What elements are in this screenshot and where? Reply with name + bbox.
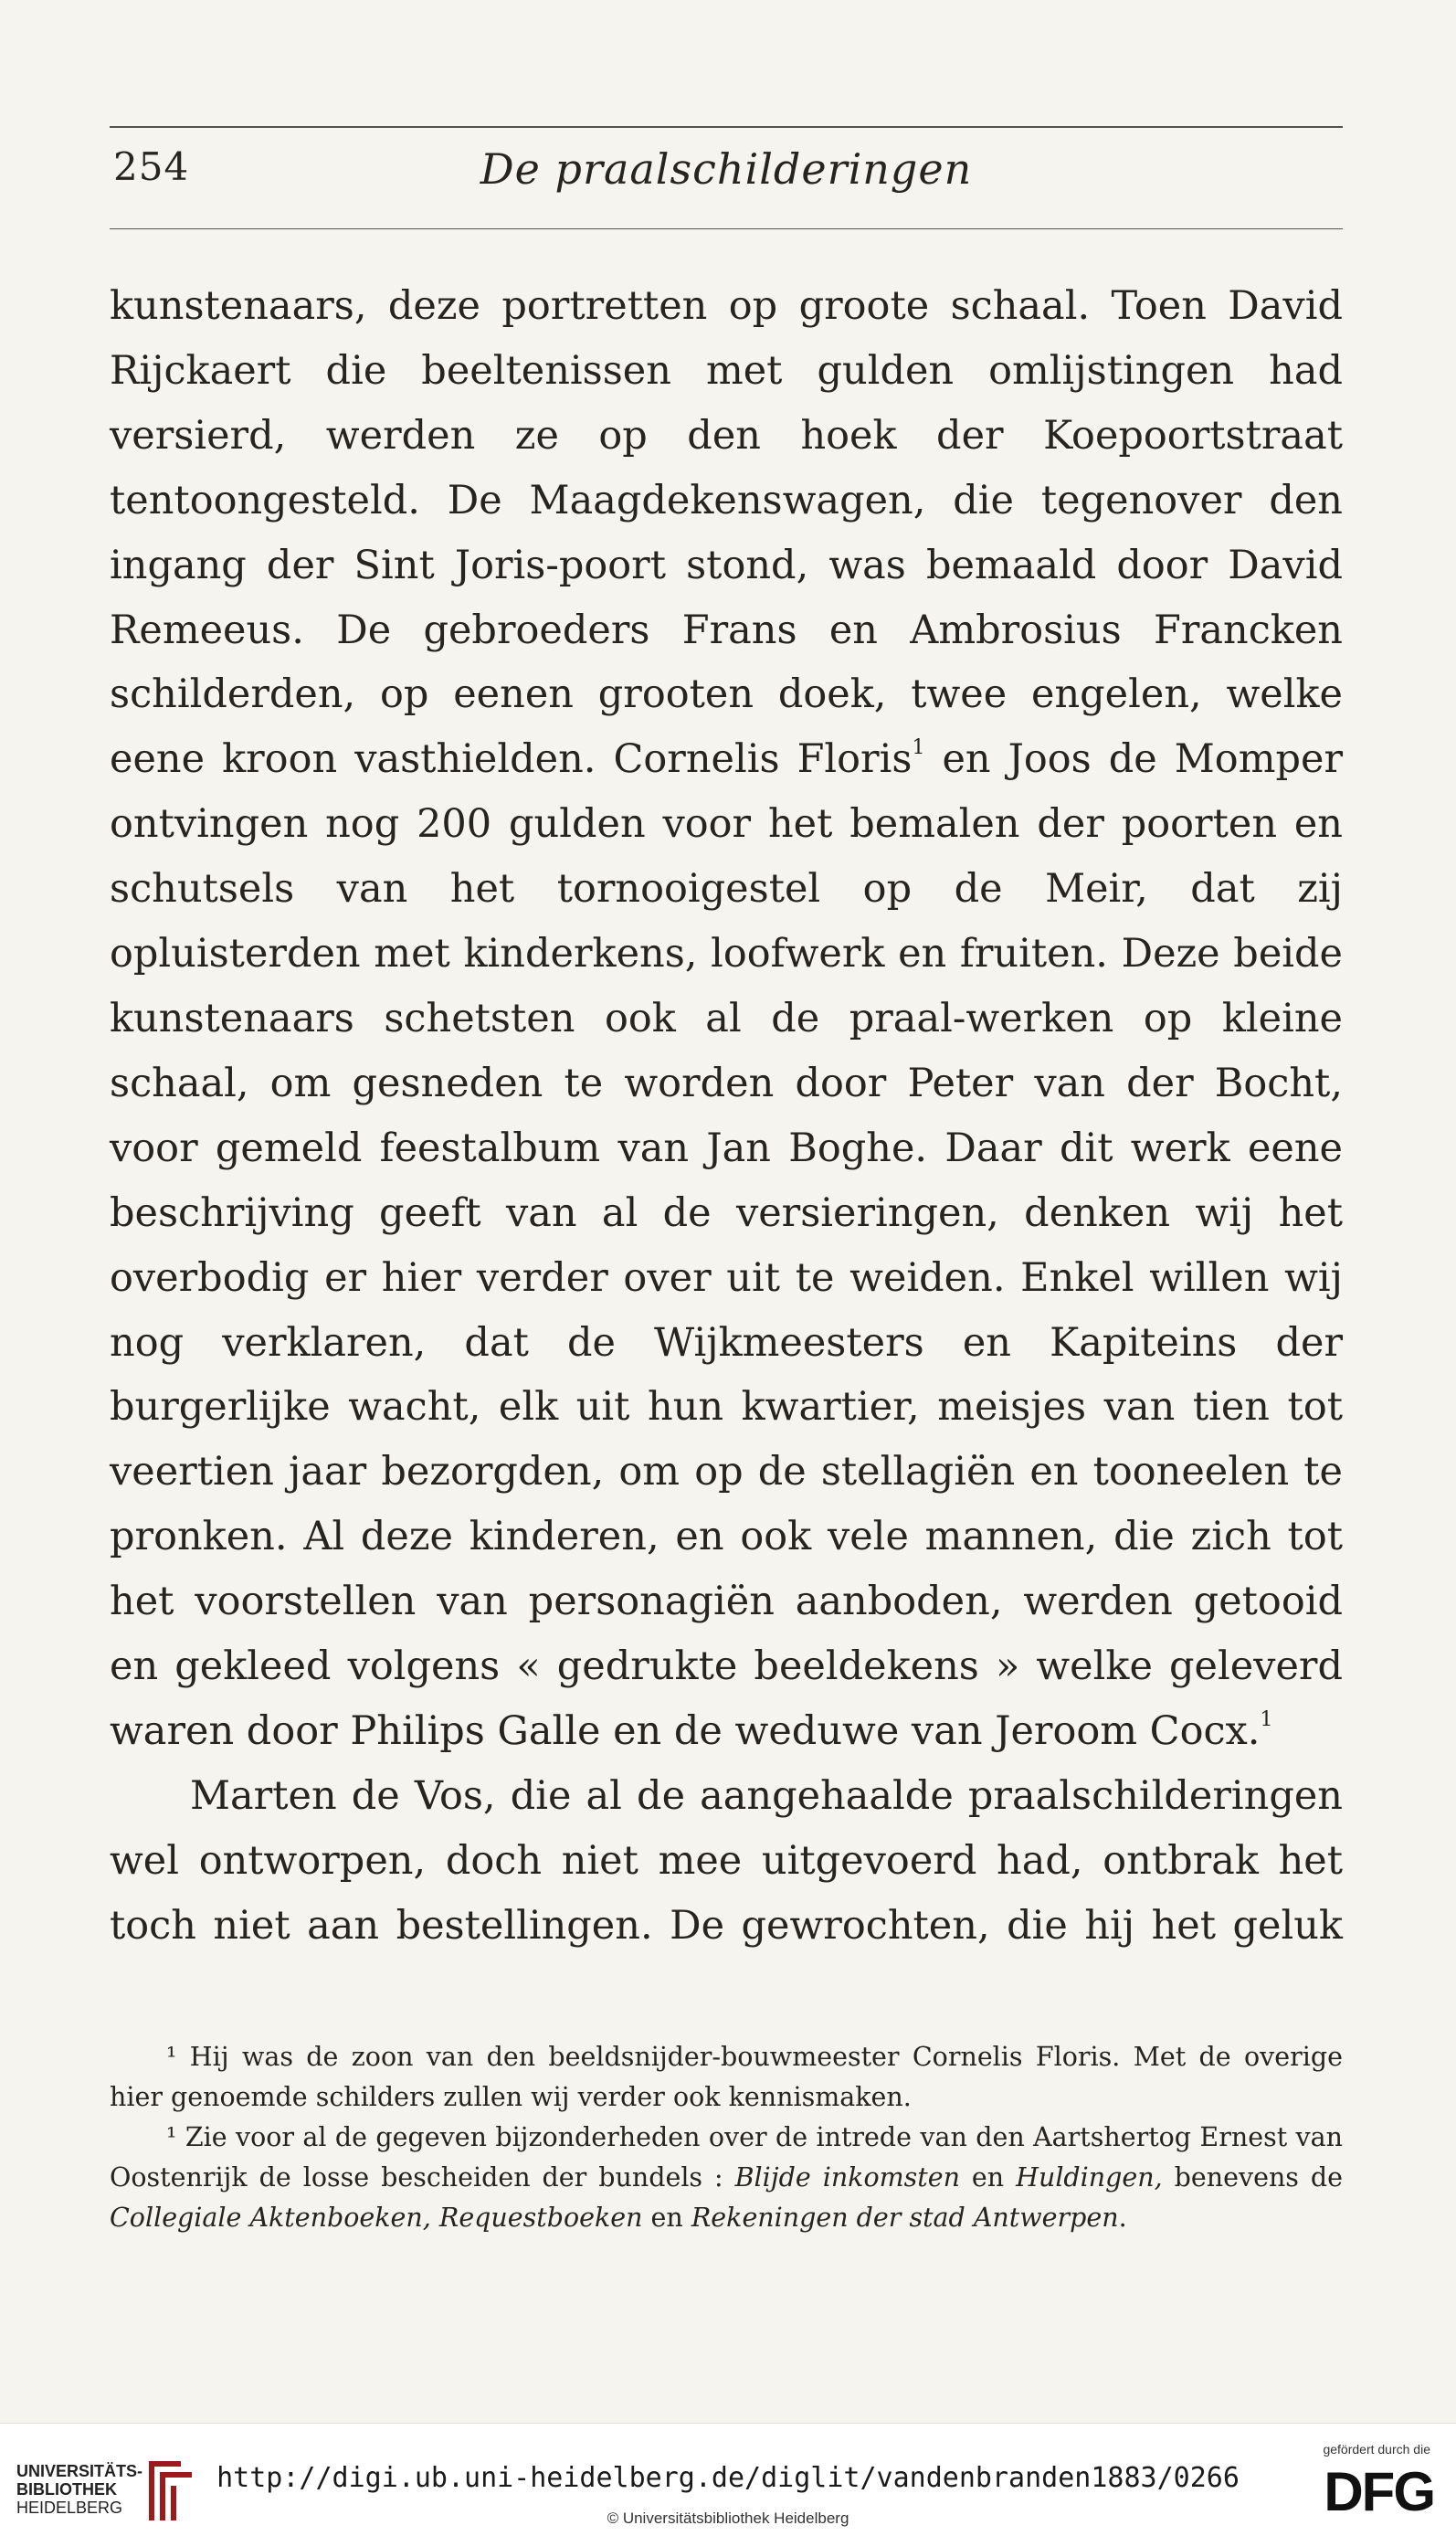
header-bottom-rule	[110, 228, 1343, 229]
library-line-3: HEIDELBERG	[16, 2499, 123, 2517]
footnote-2-title-c: Collegiale Aktenboeken, Requestboeken	[110, 2203, 643, 2233]
footnote-2-title-a: Blijde inkomsten	[734, 2162, 960, 2193]
copyright-notice: © Universitätsbibliothek Heidelberg	[607, 2510, 849, 2527]
footnote-2-text-a: Zie voor al de gegeven bijzonderheden over de intrede van den Aartshertog Ernest van Oostenrijk de losse bescheiden der bundels :	[110, 2122, 1343, 2193]
paragraph-1-part-1: kunstenaars, deze portretten op groote schaal. Toen David Rijckaert die beeltenissen met gulden omlijstingen had versierd, werden ze op den hoek der Koepoortstraat tentoongesteld. De Maagdekenswagen, die tegenover den ingang der Sint Joris-poort stond, was bemaald door David Remeeus. De gebroeders Frans en Ambrosius Francken schilderden, op eenen grooten doek, twee engelen, welke eene kroon vasthielden. Cornelis Floris	[110, 283, 1343, 783]
footnote-2-text-c: benevens de	[1162, 2162, 1344, 2193]
footnote-2-title-b: Huldingen,	[1016, 2162, 1163, 2193]
digitization-footer	[0, 2423, 1456, 2536]
paragraph-2: Marten de Vos, die al de aangehaalde praalschilderingen wel ontworpen, doch niet mee uitgevoerd had, ontbrak het toch niet aan bestellingen. De gewrochten, die hij het geluk	[110, 1772, 1343, 1949]
permalink-url[interactable]: http://digi.ub.uni-heidelberg.de/diglit/vandenbranden1883/0266	[216, 2462, 1240, 2494]
footnote-1-text: Hij was de zoon van den beeldsnijder-bouwmeester Cornelis Floris. Met de overige hier genoemde schilders zullen wij verder ook kennismaken.	[110, 2042, 1343, 2112]
footnotes	[110, 2037, 1343, 2238]
body-text	[110, 274, 1343, 1959]
footnote-2	[110, 2118, 1343, 2238]
footnote-ref-2: 1	[1260, 1707, 1273, 1731]
library-line-1: UNIVERSITÄTS-	[16, 2462, 143, 2480]
footnote-1-marker: ¹	[166, 2042, 177, 2072]
paragraph-1	[110, 274, 1343, 1764]
library-line-2: BIBLIOTHEK	[16, 2480, 117, 2499]
paragraph-1-part-2: en Joos de Momper ontvingen nog 200 gulden voor het bemalen der poorten en schutsels van het tornooigestel op de Meir, dat zij opluisterden met kinderkens, loofwerk en fruiten. Deze beide kunstenaars schetsten ook al de praal-werken op kleine schaal, om gesneden te worden door Peter van der Bocht, voor gemeld feestalbum van Jan Boghe. Daar dit werk eene beschrijving geeft van al de versieringen, denken wij het overbodig er hier verder over uit te weiden. Enkel willen wij nog verklaren, dat de Wijkmeesters en Kapiteins der burgerlijke wacht, elk uit hun kwartier, meisjes van tien tot veertien jaar bezorgden, om op de stellagiën en tooneelen te pronken. Al deze kinderen, en ook vele mannen, die zich tot het voorstellen van personagiën aanboden, werden getooid en gekleed volgens « gedrukte beeldekens » welke geleverd waren door Philips Galle en de weduwe van Jeroom Cocx.	[110, 736, 1343, 1754]
footnote-2-marker: ¹	[166, 2122, 177, 2152]
funding-note: gefördert durch die	[1323, 2442, 1430, 2457]
footnote-2-text-e: .	[1118, 2203, 1127, 2233]
footnote-2-text-b: en	[959, 2162, 1017, 2193]
footnote-2-title-d: Rekeningen der stad Antwerpen	[691, 2203, 1119, 2233]
footnote-ref-1: 1	[912, 736, 925, 760]
footnote-1	[110, 2037, 1343, 2118]
page-number: 254	[113, 144, 190, 189]
running-header	[110, 137, 1343, 210]
footnote-2-text-d: en	[642, 2203, 691, 2233]
dfg-logo: DFG	[1324, 2461, 1434, 2522]
running-title: De praalschilderingen	[480, 144, 973, 194]
header-top-rule	[110, 126, 1343, 128]
